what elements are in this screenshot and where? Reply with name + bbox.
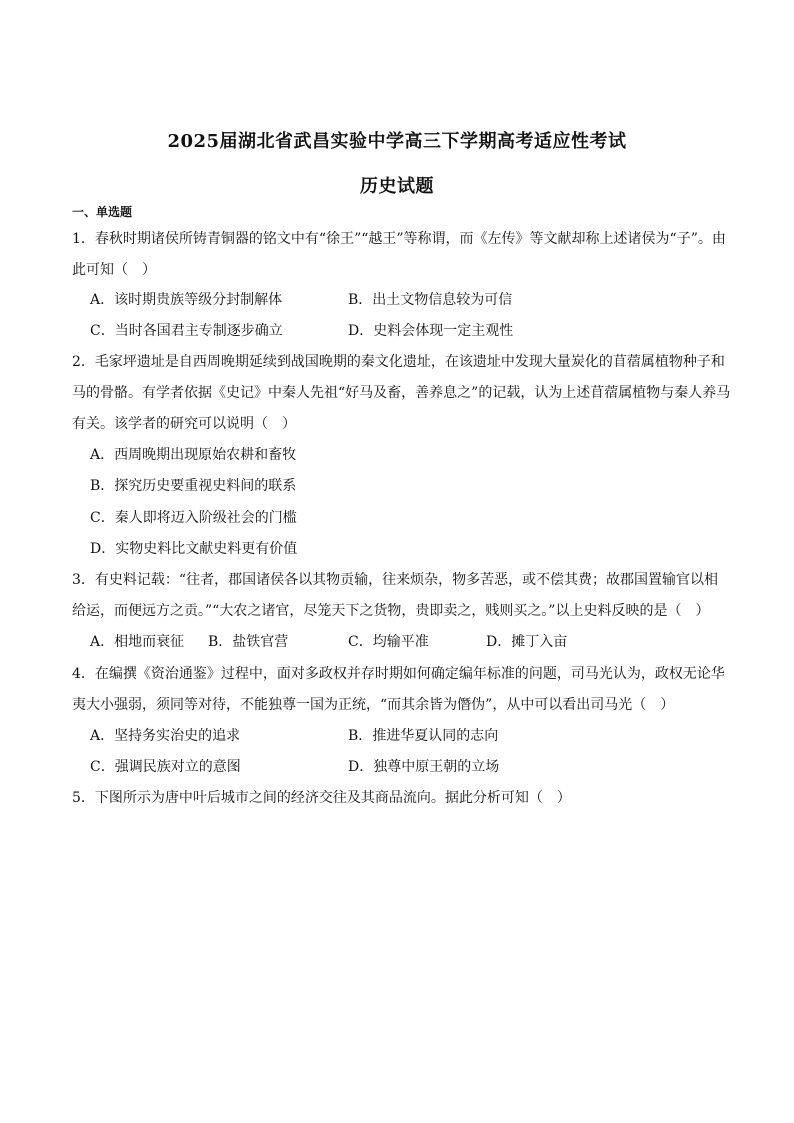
question-5-line-1: 5．下图所示为唐中叶后城市之间的经济交往及其商品流向。据此分析可知（ ） bbox=[72, 790, 571, 806]
question-2-option-c[interactable]: C．秦人即将迈入阶级社会的门槛 bbox=[90, 510, 297, 526]
question-4-line-1: 4．在编撰《资治通鉴》过程中，面对多政权并存时期如何确定编年标准的问题，司马光认为，政权无论华 bbox=[72, 666, 725, 682]
question-1-option-d[interactable]: D．史料会体现一定主观性 bbox=[348, 323, 514, 339]
question-3-option-a[interactable]: A．相地而衰征 bbox=[90, 634, 185, 650]
question-3-option-d[interactable]: D．摊丁入亩 bbox=[486, 634, 568, 650]
exam-title: 2025届湖北省武昌实验中学高三下学期高考适应性考试 bbox=[167, 131, 627, 152]
question-1-option-c[interactable]: C．当时各国君主专制逐步确立 bbox=[90, 323, 283, 339]
question-3-line-1: 3．有史料记载：“往者，郡国诸侯各以其物贡输，往来烦杂，物多苦恶，或不偿其费；故郡国置输官以相 bbox=[72, 572, 719, 588]
question-1-line-2: 此可知（ ） bbox=[72, 262, 156, 278]
question-4-option-c[interactable]: C．强调民族对立的意图 bbox=[90, 759, 241, 775]
question-2-option-d[interactable]: D．实物史料比文献史料更有价值 bbox=[90, 541, 298, 557]
question-2-option-b[interactable]: B．探究历史要重视史料间的联系 bbox=[90, 478, 297, 494]
question-2-line-3: 有关。该学者的研究可以说明（ ） bbox=[72, 416, 296, 432]
question-3-line-2: 给运，而便远方之贡。”“大农之诸官，尽笼天下之货物，贵即卖之，贱则买之。”以上史料反映的是（ ） bbox=[72, 603, 710, 619]
question-2-line-2: 马的骨骼。有学者依据《史记》中秦人先祖“好马及畜，善养息之”的记载，认为上述苜蓿属植物与秦人养马 bbox=[72, 385, 731, 401]
question-2-line-1: 2．毛家坪遗址是自西周晚期延续到战国晚期的秦文化遗址，在该遗址中发现大量炭化的苜蓿属植物种子和 bbox=[72, 354, 725, 370]
question-3-option-b[interactable]: B．盐铁官营 bbox=[208, 634, 289, 650]
question-4-option-b[interactable]: B．推进华夏认同的志向 bbox=[348, 728, 499, 744]
question-3-option-c[interactable]: C．均输平准 bbox=[348, 634, 429, 650]
question-4-line-2: 夷大小强弱，须同等对待，不能独尊一国为正统，“而其余皆为僭伪”，从中可以看出司马光（ ） bbox=[72, 697, 675, 713]
question-1-line-1: 1．春秋时期诸侯所铸青铜器的铭文中有“徐王”“越王”等称谓，而《左传》等文献却称上述诸侯为“子”。由 bbox=[72, 231, 726, 247]
question-2-option-a[interactable]: A．西周晚期出现原始农耕和畜牧 bbox=[90, 447, 297, 463]
section-heading: 一、单选题 bbox=[72, 205, 133, 219]
question-1-option-b[interactable]: B．出土文物信息较为可信 bbox=[348, 292, 513, 308]
exam-subtitle: 历史试题 bbox=[360, 176, 434, 197]
question-4-option-d[interactable]: D．独尊中原王朝的立场 bbox=[348, 759, 500, 775]
question-1-option-a[interactable]: A．该时期贵族等级分封制解体 bbox=[90, 292, 283, 308]
question-4-option-a[interactable]: A．坚持务实治史的追求 bbox=[90, 728, 241, 744]
